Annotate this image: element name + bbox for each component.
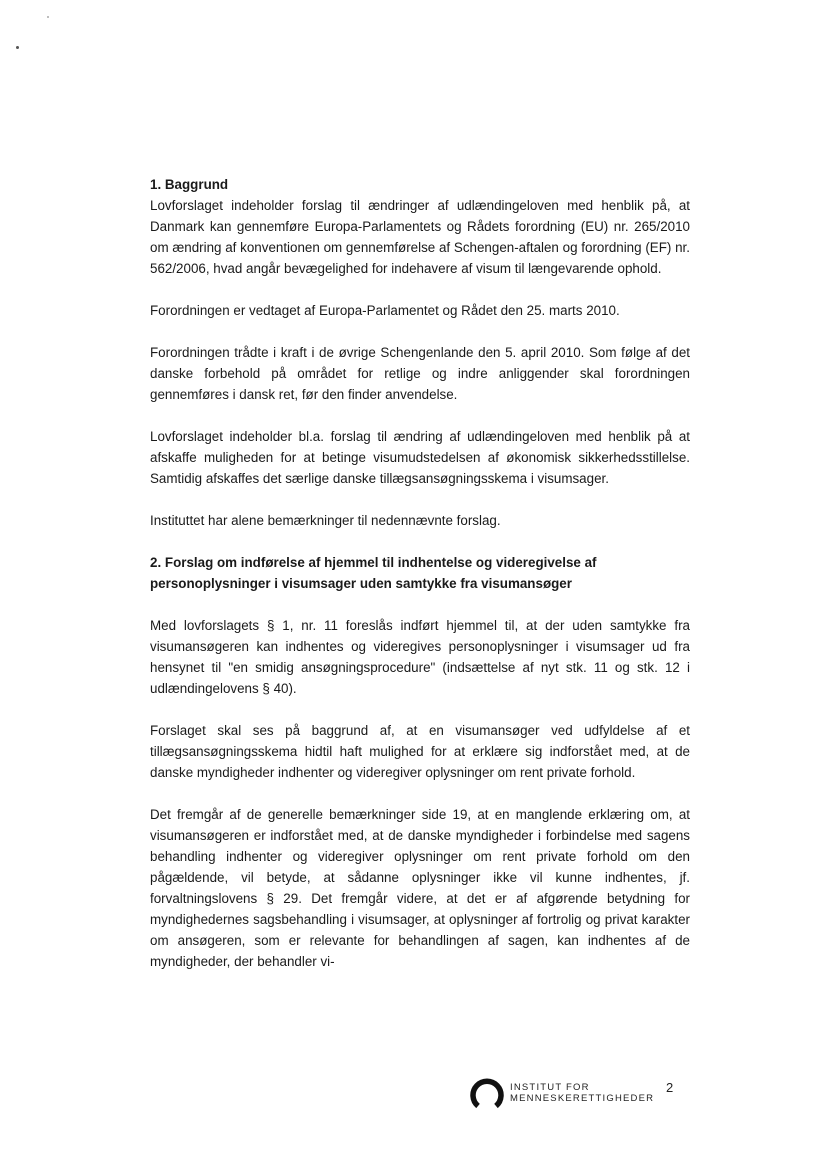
scan-speck — [47, 16, 49, 18]
section-heading-background: 1. Baggrund — [150, 177, 229, 192]
paragraph: Lovforslaget indeholder forslag til ændringer af udlændingeloven med henblik på, at Danmark kan gennemføre Europa-Parlamentets og Rådets forordning (EU) nr. 265/2010 om ændring af konventionen om gennemførelse af Schengen-aftalen og forordning (EF) nr. 562/2006, hvad angår bevægelighed for indehavere af visum til længevarende ophold. — [150, 198, 690, 276]
paragraph: Det fremgår af de generelle bemærkninger side 19, at en manglende erklæring om, at visumansøgeren er indforstået med, at de danske myndigheder i forbindelse med sagens behandling indhenter og videregiver oplysninger om rent private forhold om den pågældende, vil betyde, at sådanne oplysninger ikke vil kunne indhentes, jf. forvaltningslovens § 29. Det fremgår videre, at det er af afgørende betydning for myndighedernes sagsbehandling i visumsager, at oplysninger af fortrolig og privat karakter om ansøgeren, som er relevante for behandlingen af sagen, kan indhentes af de myndigheder, der behandler vi- — [150, 807, 690, 969]
institute-logo-icon — [470, 1076, 504, 1110]
scan-speck — [16, 46, 19, 49]
paragraph: Med lovforslagets § 1, nr. 11 foreslås indført hjemmel til, at der uden samtykke fra visumansøgeren kan indhentes og videregives personoplysninger i visumsager ud fra hensynet til "en smidig ansøgningsprocedure" (indsættelse af nyt stk. 11 og stk. 12 i udlændingelovens § 40). — [150, 618, 690, 696]
page-footer — [470, 1076, 690, 1116]
page-number: 2 — [666, 1080, 674, 1095]
section-heading-proposal: 2. Forslag om indførelse af hjemmel til indhentelse og videregivelse af personoplysninger i visumsager uden samtykke fra visumansøger — [150, 555, 597, 591]
paragraph: Forordningen trådte i kraft i de øvrige Schengenlande den 5. april 2010. Som følge af det danske forbehold på området for retlige og indre anliggender skal forordningen gennemføres i dansk ret, før den finder anvendelse. — [150, 345, 690, 402]
logo-line-2: MENNESKERETTIGHEDER — [510, 1093, 655, 1104]
logo-line-1: INSTITUT FOR — [510, 1082, 590, 1093]
institute-logo-text — [510, 1082, 654, 1104]
paragraph: Lovforslaget indeholder bl.a. forslag til ændring af udlændingeloven med henblik på at afskaffe muligheden for at betinge visumudstedelsen af økonomisk sikkerhedsstillelse. Samtidig afskaffes det særlige danske tillægsansøgningsskema i visumsager. — [150, 429, 690, 486]
paragraph: Forslaget skal ses på baggrund af, at en visumansøger ved udfyldelse af et tillægsansøgningsskema hidtil haft mulighed for at erklære sig indforstået med, at de danske myndigheder indhenter og videregiver oplysninger om rent private forhold. — [150, 723, 690, 780]
document-body — [150, 174, 690, 972]
paragraph: Instituttet har alene bemærkninger til nedennævnte forslag. — [150, 513, 501, 528]
paragraph: Forordningen er vedtaget af Europa-Parlamentet og Rådet den 25. marts 2010. — [150, 303, 620, 318]
